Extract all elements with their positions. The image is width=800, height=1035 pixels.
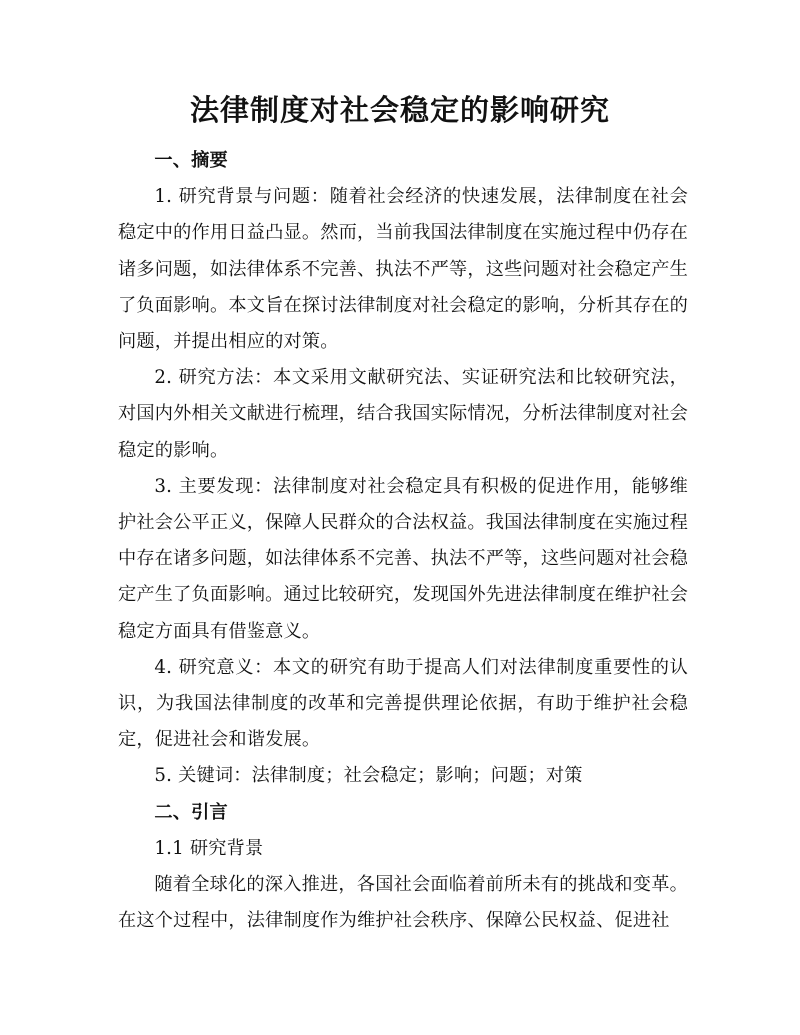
- subsection-heading-background: 1.1 研究背景: [154, 837, 264, 859]
- abstract-paragraph-significance: 4. 研究意义：本文的研究有助于提高人们对法律制度重要性的认识，为我国法律制度的改革和完善提供理论依据，有助于维护社会稳定，促进社会和谐发展。: [118, 656, 688, 751]
- section-heading-abstract: 一、摘要: [154, 150, 228, 171]
- abstract-paragraph-background: 1. 研究背景与问题：随着社会经济的快速发展，法律制度在社会稳定中的作用日益凸显。然而，当前我国法律制度在实施过程中仍存在诸多问题，如法律体系不完善、执法不严等，这些问题对社会稳定产生了负面影响。本文旨在探讨法律制度对社会稳定的影响，分析其存在的问题，并提出相应的对策。: [118, 186, 689, 353]
- abstract-keywords: 5. 关键词：法律制度；社会稳定；影响；问题；对策: [154, 765, 583, 787]
- abstract-paragraph-methods: 2. 研究方法：本文采用文献研究法、实证研究法和比较研究法，对国内外相关文献进行梳理，结合我国实际情况，分析法律制度对社会稳定的影响。: [118, 367, 689, 461]
- document-title: 法律制度对社会稳定的影响研究: [189, 93, 610, 127]
- introduction-paragraph: 随着全球化的深入推进，各国社会面临着前所未有的挑战和变革。在这个过程中，法律制度作为维护社会秩序、保障公民权益、促进社: [118, 874, 688, 932]
- abstract-paragraph-findings: 3. 主要发现：法律制度对社会稳定具有积极的促进作用，能够维护社会公平正义，保障人民群众的合法权益。我国法律制度在实施过程中存在诸多问题，如法律体系不完善、执法不严等，这些问题对社会稳定产生了负面影响。通过比较研究，发现国外先进法律制度在维护社会稳定方面具有借鉴意义。: [118, 475, 689, 642]
- section-heading-introduction: 二、引言: [154, 801, 228, 823]
- document-body: [118, 143, 688, 939]
